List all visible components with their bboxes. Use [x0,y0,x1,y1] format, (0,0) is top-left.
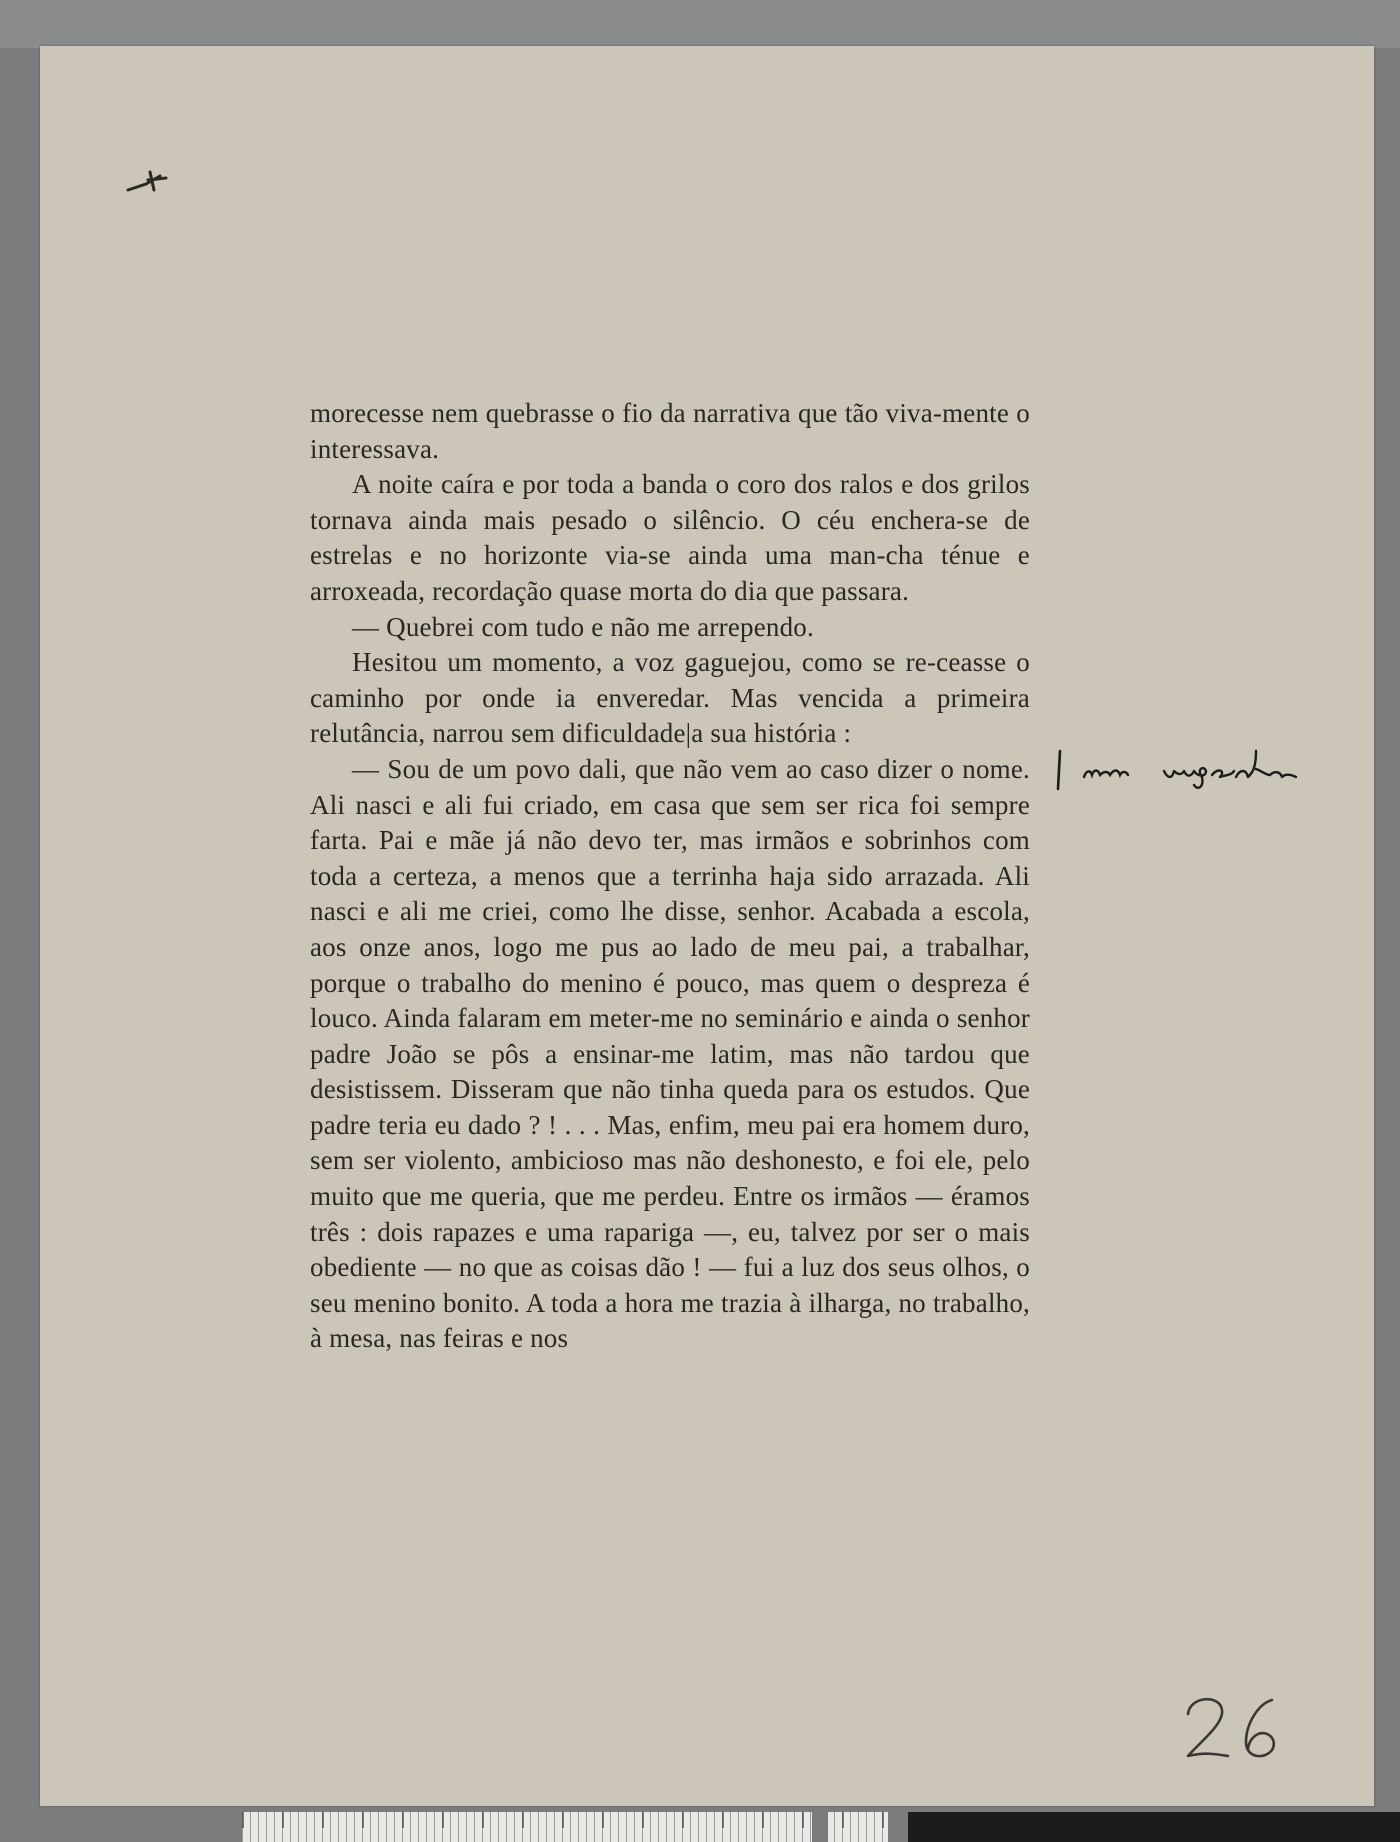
paragraph-1: morecesse nem quebrasse o fio da narrativa que tão viva-mente o interessava. [310,398,1030,464]
scale-ruler [242,1812,1400,1842]
handwritten-margin-note [1056,745,1346,795]
paragraph-2: A noite caíra e por toda a banda o coro dos ralos e dos grilos tornava ainda mais pesado o silêncio. O céu enchera-se de estrelas e no horizonte via-se ainda uma man-cha ténue e arroxeada, recordação quase morta do dia que passara. [310,469,1030,606]
paragraph-4: Hesitou um momento, a voz gaguejou, como se re-ceasse o caminho por onde ia enveredar. Mas vencida a primeira relutância, narrou sem dificuldade|a sua história : [310,647,1030,749]
handwritten-page-number [1180,1690,1290,1770]
scanner-backdrop [0,0,1400,48]
ruler-gap [888,1812,908,1842]
paragraph-3: — Quebrei com tudo e não me arrependo. [352,611,814,642]
body-text [310,396,1030,1357]
ruler-dark-segment [908,1812,1400,1842]
ruler-gap [812,1812,828,1842]
scan-mark-icon [120,160,180,200]
paragraph-5: — Sou de um povo dali, que não vem ao caso dizer o nome. Ali nasci e ali fui criado, em casa que sem ser rica foi sempre farta. Pai e mãe já não devo ter, mas irmãos e sobrinhos com toda a certeza, a menos que a terrinha haja sido arrazada. Ali nasci e ali me criei, como lhe disse, senhor. Acabada a escola, aos onze anos, logo me pus ao lado de meu pai, a trabalhar, porque o trabalho do menino é pouco, mas quem o despreza é louco. Ainda falaram em meter-me no seminário e ainda o senhor padre João se pôs a ensinar-me latim, mas não tardou que desistissem. Disseram que não tinha queda para os estudos. Que padre teria eu dado ? ! . . . Mas, enfim, meu pai era homem duro, sem ser violento, ambicioso mas não deshonesto, e foi ele, pelo muito que me queria, que me perdeu. Entre os irmãos — éramos três : dois rapazes e uma rapariga —, eu, talvez por ser o mais obediente — no que as coisas dão ! — fui a luz dos seus olhos, o seu menino bonito. A toda a hora me trazia à ilharga, no trabalho, à mesa, nas feiras e nos [310,753,1030,1354]
ruler-major-ticks [242,1812,908,1828]
